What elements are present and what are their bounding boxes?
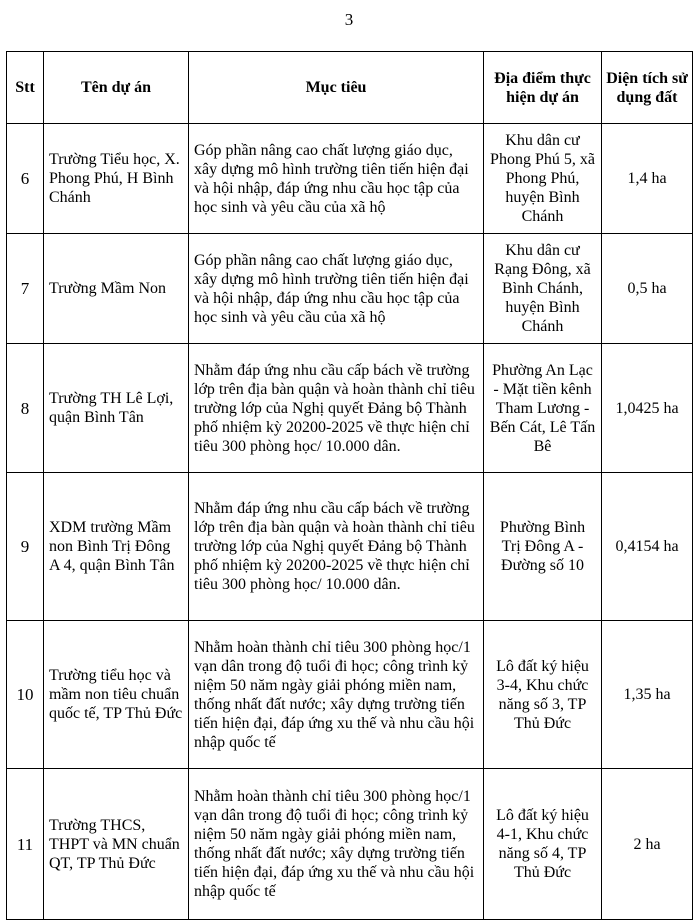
row-project-name: Trường Tiểu học, X. Phong Phú, H Bình Chánh (44, 124, 189, 234)
table-row (7, 124, 693, 234)
row-project-name: XDM trường Mầm non Bình Trị Đông A 4, quận Bình Tân (44, 473, 189, 621)
row-location: Phường Bình Trị Đông A - Đường số 10 (484, 473, 602, 621)
row-stt: 11 (7, 769, 44, 920)
row-project-name: Trường THCS, THPT và MN chuẩn QT, TP Thủ Đức (44, 769, 189, 920)
page-number: 3 (344, 10, 354, 29)
row-objective: Góp phần nâng cao chất lượng giáo dục, xây dựng mô hình trường tiên tiến hiện đại và hội nhập, đáp ứng nhu cầu học tập của học sinh và yêu cầu của xã hộ (189, 234, 484, 344)
table-row (7, 621, 693, 769)
table-header-row (7, 52, 693, 124)
row-location: Lô đất ký hiệu 4-1, Khu chức năng số 4, TP Thủ Đức (484, 769, 602, 920)
row-stt: 6 (7, 124, 44, 234)
row-location: Khu dân cư Rạng Đông, xã Bình Chánh, huyện Bình Chánh (484, 234, 602, 344)
row-project-name: Trường tiểu học và mầm non tiêu chuẩn quốc tế, TP Thủ Đức (44, 621, 189, 769)
row-stt: 10 (7, 621, 44, 769)
row-stt: 9 (7, 473, 44, 621)
row-project-name: Trường Mầm Non (44, 234, 189, 344)
row-objective: Nhằm đáp ứng nhu cầu cấp bách về trường lớp trên địa bàn quận và hoàn thành chỉ tiêu trường lớp của Nghị quyết Đảng bộ Thành phố nhiệm kỳ 20200-2025 về thực hiện chỉ tiêu 300 phòng học/ 10.000 dân. (189, 344, 484, 473)
row-area: 0,4154 ha (602, 473, 693, 621)
row-stt: 8 (7, 344, 44, 473)
table-row (7, 473, 693, 621)
row-objective: Nhằm đáp ứng nhu cầu cấp bách về trường lớp trên địa bàn quận và hoàn thành chỉ tiêu trường lớp của Nghị quyết Đảng bộ Thành phố nhiệm kỳ 20200-2025 về thực hiện chỉ tiêu 300 phòng học/ 10.000 dân. (189, 473, 484, 621)
table-row (7, 769, 693, 920)
table-row (7, 344, 693, 473)
row-location: Khu dân cư Phong Phú 5, xã Phong Phú, huyện Bình Chánh (484, 124, 602, 234)
row-area: 1,4 ha (602, 124, 693, 234)
row-area: 0,5 ha (602, 234, 693, 344)
row-area: 1,0425 ha (602, 344, 693, 473)
header-objective: Mục tiêu (189, 52, 484, 124)
projects-table (6, 51, 693, 920)
row-area: 1,35 ha (602, 621, 693, 769)
header-area: Diện tích sử dụng đất (602, 52, 693, 124)
row-location: Lô đất ký hiệu 3-4, Khu chức năng số 3, TP Thủ Đức (484, 621, 602, 769)
row-objective: Nhằm hoàn thành chỉ tiêu 300 phòng học/1 vạn dân trong độ tuổi đi học; công trình kỷ niệm 50 năm ngày giải phóng miền nam, thống nhất đất nước; xây dựng trường tiến tiến hiện đại, đáp ứng xu thế và nhu cầu hội nhập quốc tế (189, 621, 484, 769)
row-location: Phường An Lạc - Mặt tiền kênh Tham Lương - Bến Cát, Lê Tấn Bê (484, 344, 602, 473)
row-stt: 7 (7, 234, 44, 344)
table-row (7, 234, 693, 344)
row-objective: Nhằm hoàn thành chỉ tiêu 300 phòng học/1 vạn dân trong độ tuổi đi học; công trình kỷ niệm 50 năm ngày giải phóng miền nam, thống nhất đất nước; xây dựng trường tiến tiến hiện đại, đáp ứng xu thế và nhu cầu hội nhập quốc tế (189, 769, 484, 920)
header-location: Địa điểm thực hiện dự án (484, 52, 602, 124)
row-objective: Góp phần nâng cao chất lượng giáo dục, xây dựng mô hình trường tiên tiến hiện đại và hội nhập, đáp ứng nhu cầu học tập của học sinh và yêu cầu của xã hộ (189, 124, 484, 234)
row-area: 2 ha (602, 769, 693, 920)
row-project-name: Trường TH Lê Lợi, quận Bình Tân (44, 344, 189, 473)
header-project-name: Tên dự án (44, 52, 189, 124)
header-stt: Stt (7, 52, 44, 124)
